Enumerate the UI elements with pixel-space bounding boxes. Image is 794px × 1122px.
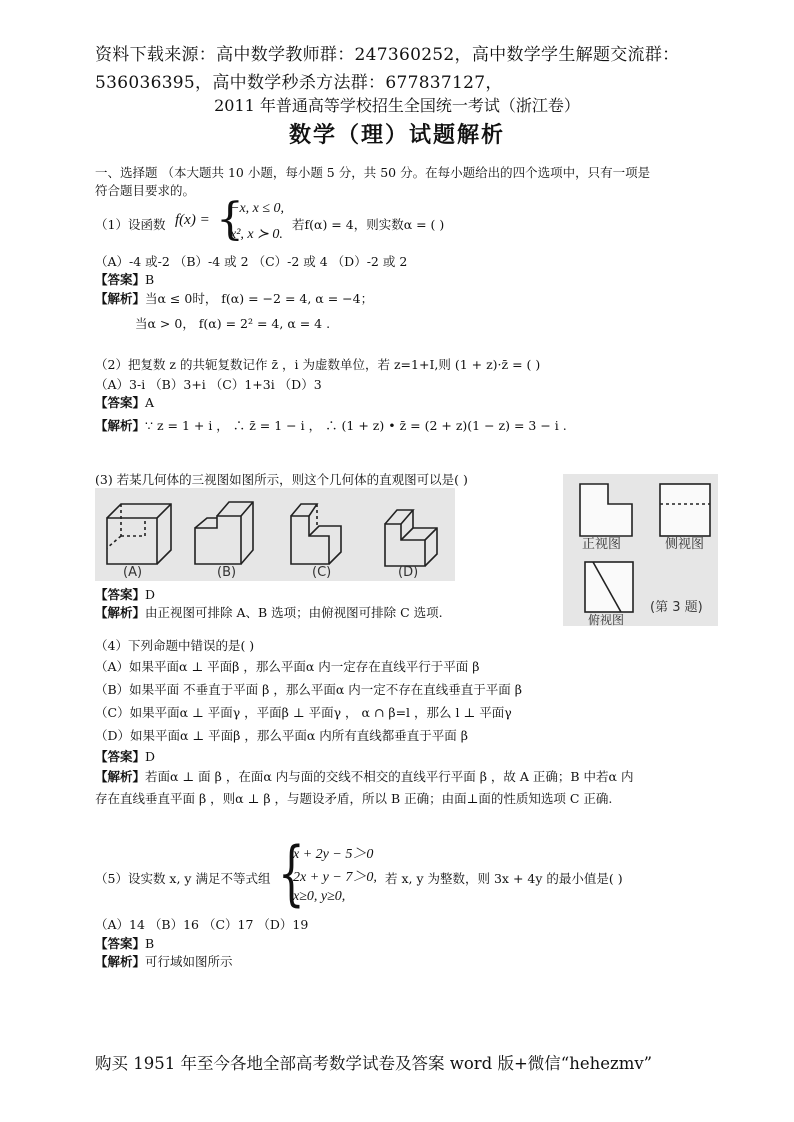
- q1-analysis-1: [95, 289, 373, 307]
- section-intro-line-2: 符合题目要求的。: [95, 183, 196, 198]
- analysis-label: 【解析】: [95, 291, 146, 306]
- q3-label-a: (A): [123, 565, 143, 580]
- q3-analysis: [95, 603, 443, 621]
- answer-label: 【答案】: [95, 272, 146, 287]
- analysis-text: ∵ z = 1 + i ， ∴ z̄ = 1 − i ， ∴ (1 + z) • z̄ = (2 + z)(1 − z) = 3 − i .: [145, 418, 567, 433]
- q3-label-b: (B): [217, 565, 237, 580]
- q5-inequality-1: x + 2y − 5＞0: [293, 847, 374, 862]
- analysis-text: 若面α ⊥ 面 β ，在面α 内与面的交线不相交的直线平行平面 β ，故 A 正确；B 中若α 内: [145, 769, 634, 784]
- q2-stem: （2）把复数 z 的共轭复数记作 z̄ ，i 为虚数单位，若 z=1+I,则 (1 + z)·z̄ = ( ): [95, 357, 541, 372]
- q4-stem: （4）下列命题中错误的是( ): [95, 638, 255, 653]
- header-line-2: 536036395，高中数学秒杀方法群：677837127，: [95, 73, 503, 93]
- q1-stem-a: （1）设函数: [95, 217, 166, 232]
- answer-label: 【答案】: [95, 395, 146, 410]
- q2-options: （A）3-i （B）3+i （C）1+3i （D）3: [95, 377, 322, 392]
- answer-label: 【答案】: [95, 749, 146, 764]
- q3-top-view-label: 俯视图: [588, 613, 625, 627]
- q3-stem: (3) 若某几何体的三视图如图所示，则这个几何体的直观图可以是( ): [95, 472, 468, 487]
- answer-label: 【答案】: [95, 936, 146, 951]
- answer-value: A: [145, 395, 155, 410]
- q5-options: （A）14 （B）16 （C）17 （D）19: [95, 917, 309, 932]
- q5-inequality-3: x≥0, y≥0,: [293, 889, 346, 904]
- analysis-label: 【解析】: [95, 769, 146, 784]
- analysis-text: 由正视图可排除 A、B 选项；由俯视图可排除 C 选项.: [145, 605, 443, 620]
- q4-analysis-1: [95, 767, 633, 785]
- header-line-1: 资料下载来源：高中数学教师群：247360252，高中数学学生解题交流群：: [95, 45, 680, 65]
- section-intro-line-1: 一、选择题 （本大题共 10 小题，每小题 5 分，共 50 分。在每小题给出的四个选项中，只有一项是: [95, 165, 651, 180]
- analysis-label: 【解析】: [95, 954, 146, 969]
- analysis-text: 当α ≤ 0时， f(α) = −2 = 4, α = −4；: [145, 291, 374, 306]
- q1-options: （A）-4 或-2 （B）-4 或 2 （C）-2 或 4 （D）-2 或 2: [95, 254, 408, 269]
- q4-option-b: （B）如果平面 不垂直于平面 β ，那么平面α 内一定不存在直线垂直于平面 β: [95, 682, 522, 697]
- q1-brace: {: [216, 194, 244, 245]
- analysis-label: 【解析】: [95, 418, 146, 433]
- q1-case-1: −x, x ≤ 0,: [230, 201, 285, 216]
- q2-analysis: [95, 416, 567, 434]
- footer-ad: 购买 1951 年至今各地全部高考数学试卷及答案 word 版+微信“hehezmv”: [95, 1054, 653, 1073]
- q1-case-2: x², x ≻ 0.: [230, 227, 283, 242]
- q4-option-c: （C）如果平面α ⊥ 平面γ ，平面β ⊥ 平面γ ， α ∩ β=l ，那么 l ⊥ 平面γ: [95, 705, 512, 720]
- q5-brace: {: [278, 832, 305, 914]
- q3-figure-caption: (第 3 题): [650, 600, 703, 615]
- q1-answer: [95, 270, 154, 288]
- q5-analysis: [95, 952, 233, 970]
- answer-value: D: [145, 587, 156, 602]
- q4-analysis-2: 存在直线垂直平面 β ，则α ⊥ β ，与题设矛盾，所以 B 正确；由面⊥面的性质知选项 C 正确.: [95, 791, 613, 806]
- q3-label-c: (C): [312, 565, 332, 580]
- q5-inequality-2: 2x + y − 7＞0,: [293, 870, 377, 885]
- q1-stem-b: 若f(α) = 4，则实数α = ( ): [292, 217, 445, 232]
- q1-fx: f(x) =: [175, 212, 210, 228]
- q3-label-d: (D): [398, 565, 419, 580]
- q4-option-d: （D）如果平面α ⊥ 平面β ，那么平面α 内所有直线都垂直于平面 β: [95, 728, 468, 743]
- answer-value: B: [145, 936, 155, 951]
- q3-front-view-label: 正视图: [582, 537, 622, 552]
- exam-title: 2011 年普通高等学校招生全国统一考试（浙江卷）: [214, 96, 580, 115]
- q4-option-a: （A）如果平面α ⊥ 平面β ，那么平面α 内一定存在直线平行于平面 β: [95, 659, 480, 674]
- q3-answer: [95, 585, 155, 603]
- analysis-label: 【解析】: [95, 605, 146, 620]
- q3-side-view-label: 侧视图: [665, 537, 705, 552]
- analysis-text: 可行域如图所示: [145, 954, 233, 969]
- q1-analysis-2: 当α > 0， f(α) = 2² = 4, α = 4 .: [135, 316, 331, 331]
- answer-value: D: [145, 749, 156, 764]
- page-title: 数学（理）试题解析: [288, 122, 505, 148]
- q2-answer: [95, 393, 154, 411]
- q5-answer: [95, 934, 154, 952]
- q4-answer: [95, 747, 155, 765]
- q5-stem-a: （5）设实数 x, y 满足不等式组: [95, 871, 271, 886]
- q5-stem-b: 若 x, y 为整数，则 3x + 4y 的最小值是( ): [385, 871, 623, 886]
- answer-value: B: [145, 272, 155, 287]
- answer-label: 【答案】: [95, 587, 146, 602]
